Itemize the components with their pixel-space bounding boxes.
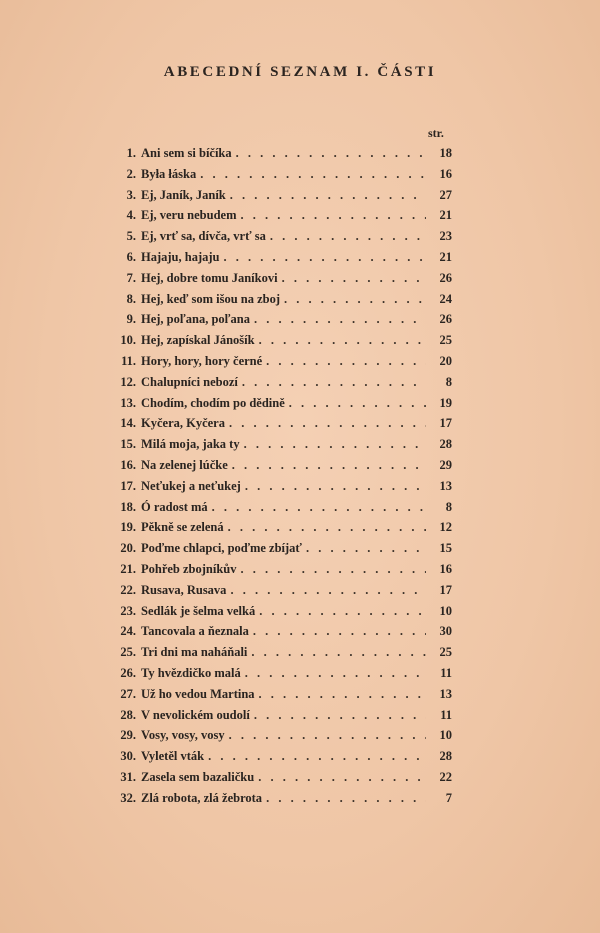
toc-entry [108, 354, 452, 375]
dot-leader [236, 146, 426, 161]
dot-leader [254, 708, 426, 723]
dot-leader [245, 479, 426, 494]
entry-number: 22. [120, 582, 136, 597]
entry-title: Poďme chlapci, poďme zbíjať [141, 541, 302, 556]
toc-entry [108, 645, 452, 666]
entry-title: Chodím, chodím po dědině [141, 395, 285, 410]
entry-page-number: 30 [439, 624, 452, 639]
toc-entry [108, 520, 452, 541]
entry-title: Na zelenej lúčke [141, 457, 228, 472]
table-of-contents [108, 146, 452, 812]
entry-number: 25. [120, 645, 136, 660]
entry-number: 15. [120, 437, 136, 452]
entry-page-number: 8 [445, 499, 452, 514]
entry-number: 10. [120, 333, 136, 348]
entry-number: 32. [120, 790, 136, 805]
entry-number: 3. [126, 187, 136, 202]
toc-entry [108, 749, 452, 770]
entry-title: Neťukej a neťukej [141, 478, 241, 493]
toc-entry [108, 416, 452, 437]
toc-entry [108, 437, 452, 458]
entry-page-number: 19 [439, 395, 452, 410]
entry-number: 24. [120, 624, 136, 639]
entry-page-number: 23 [439, 229, 452, 244]
dot-leader [242, 375, 426, 390]
entry-number: 26. [120, 665, 136, 680]
entry-title: Milá moja, jaka ty [141, 437, 240, 452]
entry-number: 23. [120, 603, 136, 618]
dot-leader [229, 728, 426, 743]
toc-entry [108, 687, 452, 708]
entry-number: 5. [126, 229, 136, 244]
entry-number: 9. [126, 312, 136, 327]
entry-page-number: 11 [440, 707, 452, 722]
entry-title: V nevolickém oudolí [141, 707, 250, 722]
entry-page-number: 8 [445, 374, 452, 389]
dot-leader [230, 188, 426, 203]
dot-leader [230, 583, 426, 598]
entry-number: 30. [120, 749, 136, 764]
entry-number: 13. [120, 395, 136, 410]
entry-page-number: 26 [439, 270, 452, 285]
entry-number: 16. [120, 457, 136, 472]
entry-number: 8. [126, 291, 136, 306]
entry-page-number: 12 [439, 520, 452, 535]
entry-title: Hej, dobre tomu Janíkovi [141, 270, 278, 285]
toc-entry [108, 666, 452, 687]
entry-number: 19. [120, 520, 136, 535]
dot-leader [259, 604, 426, 619]
page-title: ABECEDNÍ SEZNAM I. ČÁSTI [163, 64, 437, 80]
entry-page-number: 29 [439, 457, 452, 472]
dot-leader [284, 292, 426, 307]
toc-entry [108, 604, 452, 625]
entry-page-number: 17 [439, 416, 452, 431]
entry-number: 12. [120, 374, 136, 389]
dot-leader [270, 229, 426, 244]
entry-title: Ty hvězdičko malá [141, 665, 241, 680]
entry-number: 11. [121, 353, 136, 368]
entry-page-number: 16 [439, 561, 452, 576]
entry-title: Už ho vedou Martina [141, 686, 255, 701]
entry-page-number: 25 [439, 645, 452, 660]
entry-number: 17. [120, 478, 136, 493]
entry-number: 29. [120, 728, 136, 743]
entry-page-number: 10 [439, 728, 452, 743]
dot-leader [306, 541, 426, 556]
toc-entry [108, 167, 452, 188]
entry-number: 27. [120, 686, 136, 701]
entry-page-number: 28 [439, 749, 452, 764]
entry-title: Pohřeb zbojníkův [141, 561, 237, 576]
entry-page-number: 21 [439, 208, 452, 223]
page-column-label: str. [428, 126, 444, 140]
entry-number: 6. [126, 249, 136, 264]
entry-title: Ani sem si bíčíka [141, 146, 232, 160]
entry-title: Sedlák je šelma velká [141, 603, 256, 618]
toc-entry [108, 500, 452, 521]
dot-leader [232, 458, 426, 473]
entry-title: Ó radost má [141, 499, 208, 514]
dot-leader [244, 437, 426, 452]
dot-leader [228, 520, 426, 535]
toc-entry [108, 292, 452, 313]
toc-entry [108, 728, 452, 749]
entry-page-number: 11 [440, 665, 452, 680]
entry-page-number: 26 [439, 312, 452, 327]
dot-leader [229, 416, 426, 431]
entry-number: 18. [120, 499, 136, 514]
dot-leader [258, 770, 426, 785]
entry-title: Ej, Janík, Janík [141, 187, 226, 202]
toc-entry [108, 208, 452, 229]
entry-title: Zlá robota, zlá žebrota [141, 790, 263, 805]
dot-leader [208, 749, 426, 764]
entry-page-number: 13 [439, 686, 452, 701]
dot-leader [241, 208, 427, 223]
entry-number: 28. [120, 707, 136, 722]
entry-page-number: 18 [439, 146, 452, 160]
entry-number: 14. [120, 416, 136, 431]
toc-entry [108, 229, 452, 250]
toc-entry [108, 708, 452, 729]
entry-number: 20. [120, 541, 136, 556]
entry-number: 21. [120, 561, 136, 576]
entry-number: 2. [126, 166, 136, 181]
toc-entry [108, 791, 452, 812]
toc-entry [108, 312, 452, 333]
dot-leader [259, 333, 426, 348]
dot-leader [251, 645, 426, 660]
entry-title: Hory, hory, hory černé [141, 353, 263, 368]
entry-page-number: 22 [439, 769, 452, 784]
entry-title: Pěkně se zelená [141, 520, 224, 535]
dot-leader [223, 250, 426, 265]
toc-entry [108, 479, 452, 500]
toc-entry [108, 624, 452, 645]
entry-page-number: 7 [445, 790, 452, 805]
entry-title: Była łáska [141, 166, 197, 181]
dot-leader [241, 562, 426, 577]
dot-leader [254, 312, 426, 327]
entry-page-number: 21 [439, 249, 452, 264]
toc-entry [108, 333, 452, 354]
toc-entry [108, 271, 452, 292]
toc-entry [108, 770, 452, 791]
entry-page-number: 28 [439, 437, 452, 452]
entry-number: 7. [126, 270, 136, 285]
entry-title: Zasela sem bazaličku [141, 769, 255, 784]
entry-page-number: 13 [439, 478, 452, 493]
dot-leader [266, 354, 426, 369]
toc-entry [108, 541, 452, 562]
entry-title: Hej, poľana, poľana [141, 312, 250, 327]
toc-entry [108, 458, 452, 479]
entry-page-number: 20 [439, 353, 452, 368]
entry-page-number: 15 [439, 541, 452, 556]
dot-leader [259, 687, 426, 702]
entry-title: Tri dni ma naháňali [141, 645, 248, 660]
toc-entry [108, 396, 452, 417]
entry-title: Vyletěl vták [141, 749, 205, 764]
entry-page-number: 10 [439, 603, 452, 618]
entry-number: 1. [126, 146, 136, 160]
dot-leader [200, 167, 426, 182]
entry-page-number: 16 [439, 166, 452, 181]
entry-title: Hej, keď som išou na zboj [141, 291, 281, 306]
entry-title: Vosy, vosy, vosy [141, 728, 225, 743]
entry-title: Hajaju, hajaju [141, 249, 220, 264]
entry-number: 4. [126, 208, 136, 223]
toc-entry [108, 375, 452, 396]
entry-title: Ej, vrť sa, dívča, vrť sa [141, 229, 266, 244]
dot-leader [266, 791, 426, 806]
entry-page-number: 27 [439, 187, 452, 202]
toc-entry [108, 146, 452, 167]
toc-entry [108, 562, 452, 583]
toc-entry [108, 188, 452, 209]
entry-title: Rusava, Rusava [141, 582, 227, 597]
dot-leader [289, 396, 426, 411]
dot-leader [245, 666, 426, 681]
entry-number: 31. [120, 769, 136, 784]
entry-title: Chalupníci nebozí [141, 374, 238, 389]
toc-entry [108, 250, 452, 271]
entry-title: Tancovala a ňeznala [141, 624, 249, 639]
entry-title: Hej, zapískal Jánošík [141, 333, 255, 348]
entry-page-number: 24 [439, 291, 452, 306]
dot-leader [253, 624, 426, 639]
toc-entry [108, 583, 452, 604]
entry-title: Kyčera, Kyčera [141, 416, 225, 431]
dot-leader [212, 500, 426, 515]
entry-page-number: 25 [439, 333, 452, 348]
dot-leader [282, 271, 426, 286]
entry-page-number: 17 [439, 582, 452, 597]
entry-title: Ej, veru nebudem [141, 208, 237, 223]
